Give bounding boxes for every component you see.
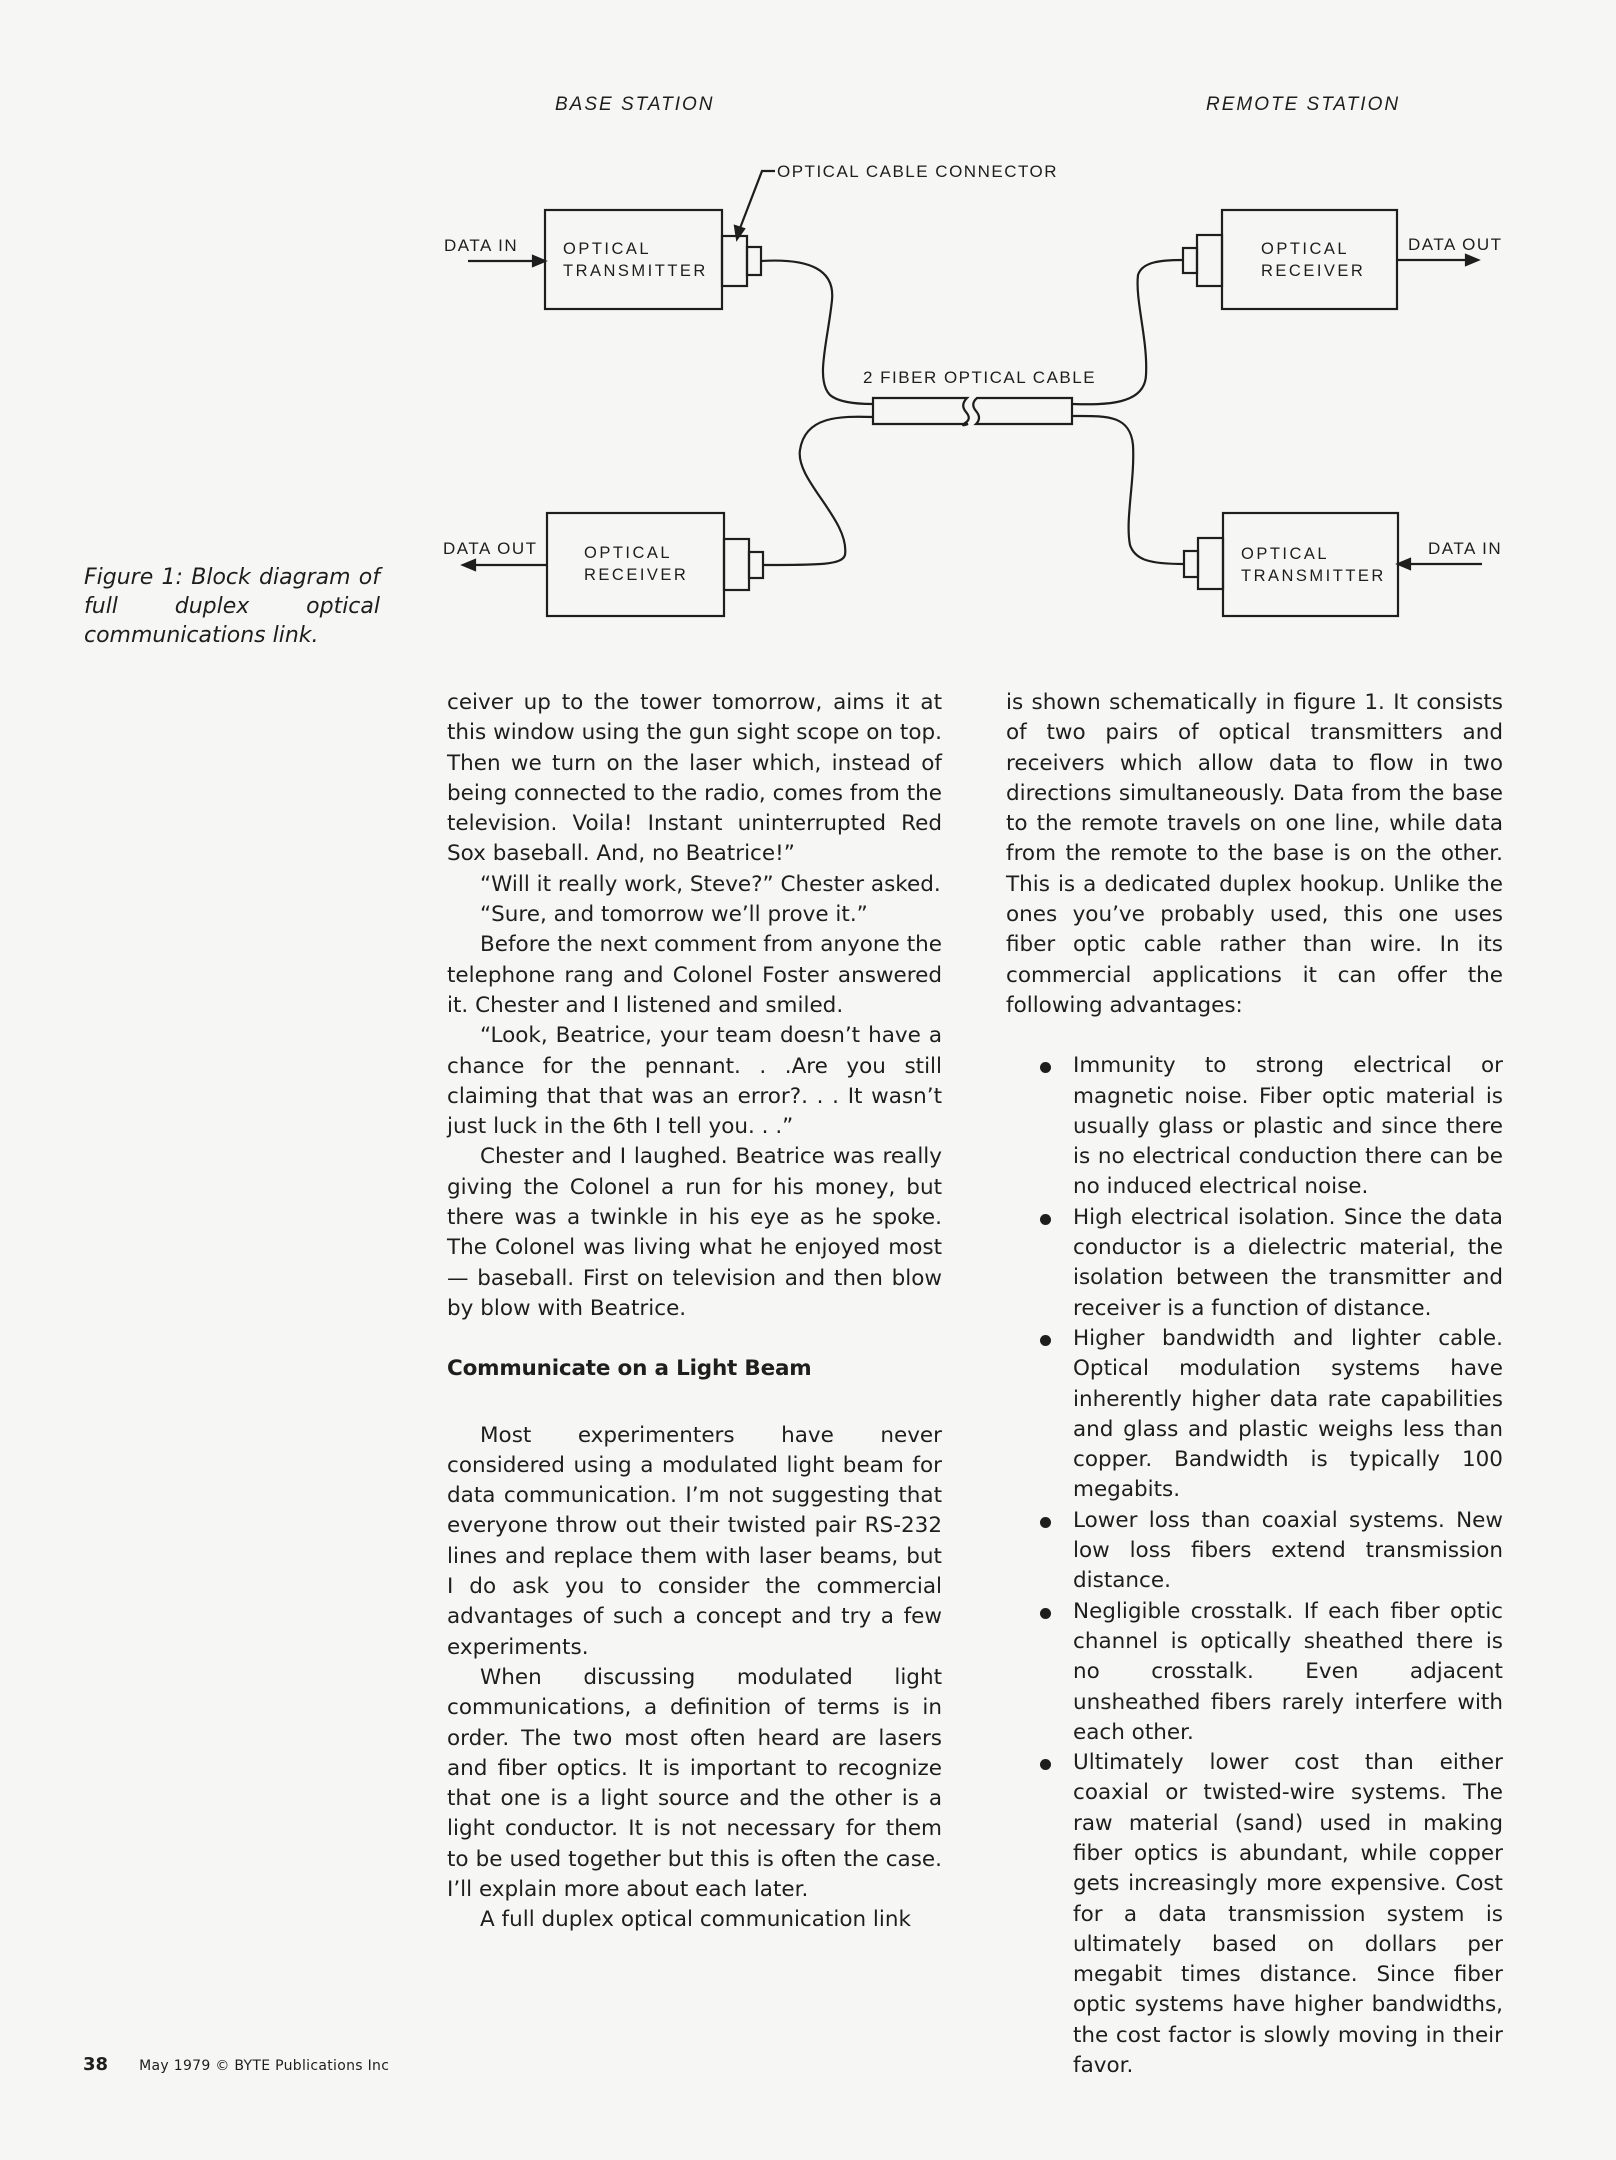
paragraph: “Sure, and tomorrow we’ll prove it.” (480, 902, 868, 928)
list-item (1006, 1203, 1503, 1324)
remote-data-in-label: DATA IN (1428, 539, 1503, 558)
remote-receiver-label (1261, 238, 1365, 282)
base-receiver-connector-outer (724, 539, 749, 590)
remote-transmitter-connector-outer (1198, 538, 1223, 589)
paragraph: Chester and I laughed. Beatrice was really giving the Colonel a run for his money, but there was a twinkle in his eye as he spoke. The Colonel was living what he enjoyed most — baseball. First on television and then blow by blow with Beatrice. (447, 1144, 942, 1321)
base-transmitter-label (563, 238, 708, 282)
paragraph: Most experimenters have never considered using a modulated light beam for data communication. I’m not suggesting that everyone throw out their twisted pair RS-232 lines and replace them with laser beams, but I do ask you to consider the commercial advantages of such a concept and try a few experiments. (447, 1422, 942, 1660)
list-item-text: Higher bandwidth and lighter cable. Optical modulation systems have inherently higher data rate capabilities and glass and plastic weighs less than copper. Bandwidth is typically 100 megabits. (1073, 1325, 1503, 1503)
page-number: 38 (83, 2054, 109, 2075)
connector-label: OPTICAL CABLE CONNECTOR (777, 162, 1059, 181)
cable-sheath-right (973, 398, 1072, 424)
right-column (1006, 688, 1503, 2081)
bullet-icon (1040, 1608, 1051, 1619)
base-transmitter-connector-inner (747, 247, 761, 275)
paragraph: When discussing modulated light communications, a definition of terms is in order. The two most often heard are lasers and fiber optics. It is important to recognize that one is a light source and the other is a light conductor. It is not necessary for them to be used together but this is often the case. I’ll explain more about each later. (447, 1664, 942, 1902)
base-data-out-arrowhead (463, 560, 475, 570)
bullet-icon (1040, 1062, 1051, 1073)
list-item-text: High electrical isolation. Since the data conductor is a dielectric material, the isolation between the transmitter and receiver is a function of distance. (1073, 1204, 1503, 1321)
list-item (1006, 1051, 1503, 1202)
base-transmitter-line1: OPTICAL (563, 240, 652, 258)
list-item-text: Ultimately lower cost than either coaxial or twisted-wire systems. The raw material (sand) used in making fiber optics is abundant, while copper gets increasingly more expensive. Cost for a data transmission system is ultimately based on dollars per megabit times distance. Since fiber optic systems have higher bandwidths, the cost factor is slowly moving in their favor. (1073, 1750, 1503, 2079)
base-data-out-label: DATA OUT (443, 539, 538, 558)
base-station-label: BASE STATION (555, 94, 715, 115)
bullet-icon (1040, 1214, 1051, 1225)
list-item (1006, 1324, 1503, 1506)
cable-sheath-left (873, 398, 969, 425)
base-receiver-label (584, 542, 688, 586)
fiber-base-rx (763, 417, 873, 565)
list-item-text: Immunity to strong electrical or magnetic noise. Fiber optic material is usually glass or plastic and since there is no electrical conduction there can be no induced electrical noise. (1073, 1053, 1503, 1200)
remote-receiver-line2: RECEIVER (1261, 262, 1366, 280)
paragraph: ceiver up to the tower tomorrow, aims it at this window using the gun sight scope on top. Then we turn on the laser which, instead of being connected to the radio, comes from the television. Voila! Instant uninterrupted Red Sox baseball. And, no Beatrice!” (447, 690, 942, 867)
advantages-list (1006, 1051, 1503, 2081)
paragraph: A full duplex optical communication link (480, 1907, 911, 1933)
cable-label: 2 FIBER OPTICAL CABLE (863, 368, 1097, 387)
left-column (447, 688, 942, 1936)
section-heading: Communicate on a Light Beam (447, 1356, 812, 1382)
bullet-icon (1040, 1759, 1051, 1770)
paragraph: “Will it really work, Steve?” Chester asked. (480, 871, 941, 897)
fiber-base-tx (761, 261, 873, 404)
base-receiver-line1: OPTICAL (584, 544, 673, 562)
remote-station-label: REMOTE STATION (1206, 94, 1401, 115)
fiber-remote-tx (1072, 416, 1184, 564)
list-item (1006, 1597, 1503, 1748)
list-item (1006, 1748, 1503, 2081)
base-receiver-connector-inner (749, 552, 763, 578)
base-transmitter-connector-outer (722, 236, 747, 286)
list-item-text: Negligible crosstalk. If each fiber optic channel is optically sheathed there is no crosstalk. Even adjacent unsheathed fibers rarely interfere with each other. (1073, 1598, 1503, 1745)
copyright-line: May 1979 © BYTE Publications Inc (139, 2058, 390, 2074)
remote-transmitter-line2: TRANSMITTER (1241, 567, 1386, 585)
bullet-icon (1040, 1517, 1051, 1528)
remote-receiver-connector-outer (1197, 235, 1222, 286)
base-receiver-line2: RECEIVER (584, 566, 689, 584)
connector-pointer (737, 171, 775, 236)
remote-data-out-label: DATA OUT (1408, 235, 1503, 254)
remote-transmitter-connector-inner (1184, 551, 1198, 577)
page-footer (83, 2054, 389, 2075)
list-item-text: Lower loss than coaxial systems. New low loss fibers extend transmission distance. (1073, 1507, 1503, 1594)
list-item (1006, 1506, 1503, 1597)
paragraph: “Look, Beatrice, your team doesn’t have a chance for the pennant. . .Are you still claiming that that was an error?. . . It wasn’t just luck in the 6th I tell you. . .” (447, 1023, 942, 1140)
figure-caption: Figure 1: Block diagram of full duplex optical communications link. (84, 565, 380, 648)
remote-data-out-arrowhead (1466, 255, 1478, 265)
remote-transmitter-label (1241, 543, 1386, 587)
bullet-icon (1040, 1335, 1051, 1346)
base-data-in-label: DATA IN (444, 236, 519, 255)
paragraph: is shown schematically in figure 1. It consists of two pairs of optical transmitters and receivers which allow data to flow in two directions simultaneously. Data from the base to the remote travels on one line, while data from the remote to the base is on the other. This is a dedicated duplex hookup. Unlike the ones you’ve probably used, this one uses fiber optic cable rather than wire. In its commercial applications it can offer the following advantages: (1006, 690, 1503, 1018)
remote-receiver-connector-inner (1183, 248, 1197, 273)
remote-data-in-arrowhead (1398, 559, 1410, 569)
base-transmitter-line2: TRANSMITTER (563, 262, 708, 280)
base-data-in-arrowhead (533, 256, 545, 266)
remote-transmitter-line1: OPTICAL (1241, 545, 1330, 563)
paragraph: Before the next comment from anyone the telephone rang and Colonel Foster answered it. Chester and I listened and smiled. (447, 932, 942, 1018)
remote-receiver-line1: OPTICAL (1261, 240, 1350, 258)
